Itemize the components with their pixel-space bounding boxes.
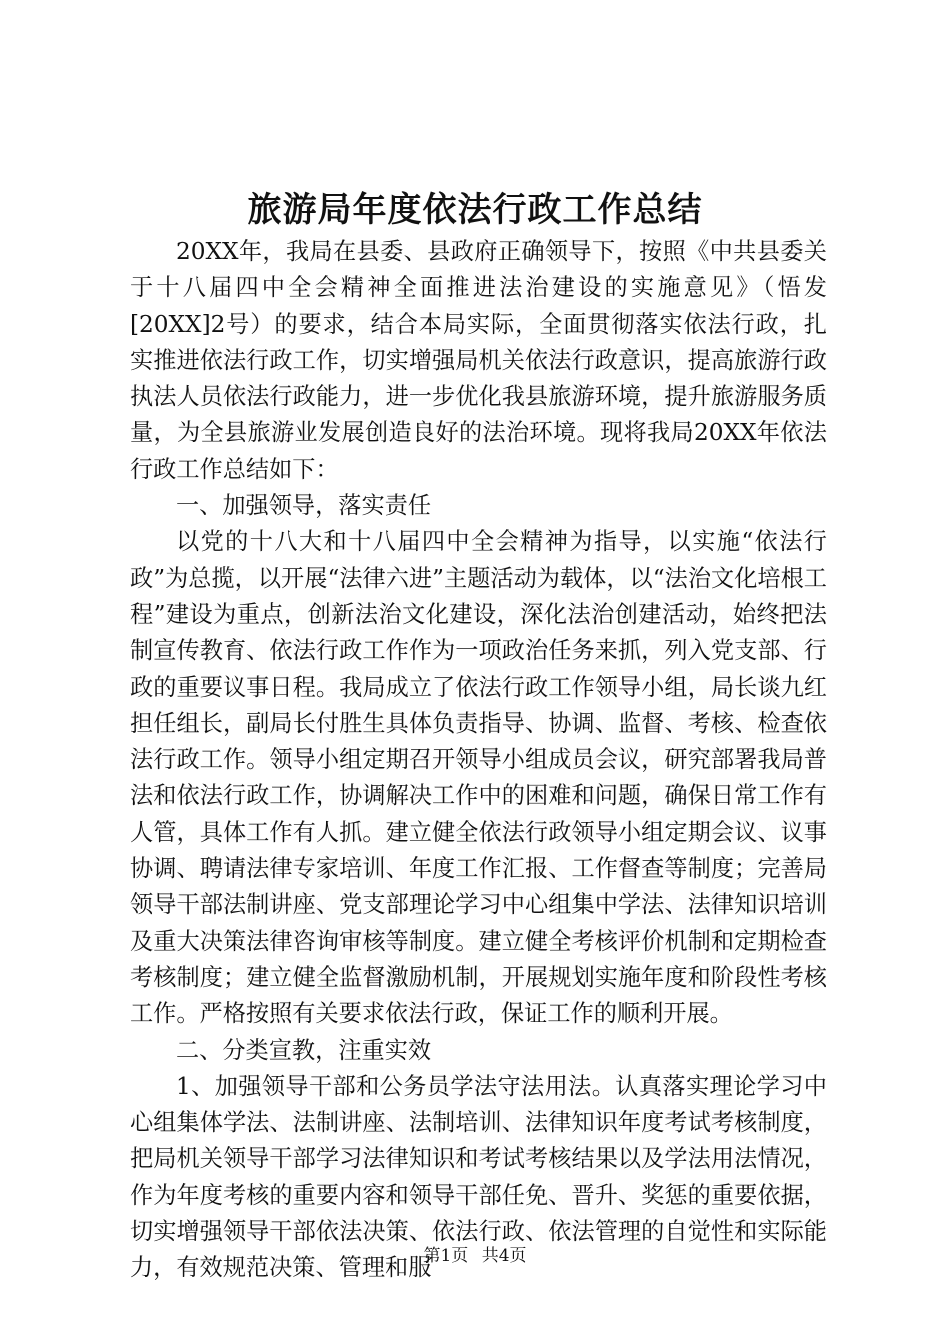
page-number: 第1页 <box>423 1246 469 1266</box>
section-2-paragraph: 1、加强领导干部和公务员学法守法用法。认真落实理论学习中心组集体学法、法制讲座、法制培训、法律知识年度考试考核制度，把局机关领导干部学习法律知识和考试考核结果以及学法用法情况，作为年度考核的重要内容和领导干部任免、晋升、奖惩的重要依据，切实增强领导干部依法决策、依法行政、依法管理的自觉性和实际能力，有效规范决策、管理和服 <box>130 1072 827 1282</box>
section-heading-2: 二、分类宣教，注重实效 <box>176 1036 432 1064</box>
section-heading-1: 一、加强领导，落实责任 <box>176 492 432 520</box>
page-footer <box>0 1244 950 1268</box>
page-total: 共4页 <box>481 1246 527 1266</box>
intro-paragraph: 20XX年，我局在县委、县政府正确领导下，按照《中共县委关于十八届四中全会精神全面推进法治建设的实施意见》（悟发[20XX]2号）的要求，结合本局实际，全面贯彻落实依法行政，扎实推进依法行政工作，切实增强局机关依法行政意识，提高旅游行政执法人员依法行政能力，进一步优化我县旅游环境，提升旅游服务质量，为全县旅游业发展创造良好的法治环境。现将我局20XX年依法行政工作总结如下： <box>130 238 827 483</box>
document-body <box>130 234 827 1287</box>
section-1-paragraph: 以党的十八大和十八届四中全会精神为指导，以实施“依法行政”为总揽，以开展“法律六进”主题活动为载体，以“法治文化培根工程”建设为重点，创新法治文化建设，深化法治创建活动，始终把法制宣传教育、依法行政工作作为一项政治任务来抓，列入党支部、行政的重要议事日程。我局成立了依法行政工作领导小组，局长谈九红担任组长，副局长付胜生具体负责指导、协调、监督、考核、检查依法行政工作。领导小组定期召开领导小组成员会议，研究部署我局普法和依法行政工作，协调解决工作中的困难和问题，确保日常工作有人管，具体工作有人抓。建立健全依法行政领导小组定期会议、议事协调、聘请法律专家培训、年度工作汇报、工作督查等制度；完善局领导干部法制讲座、党支部理论学习中心组集中学法、法律知识培训及重大决策法律咨询审核等制度。建立健全考核评价机制和定期检查考核制度；建立健全监督激励机制，开展规划实施年度和阶段性考核工作。严格按照有关要求依法行政，保证工作的顺利开展。 <box>130 528 827 1028</box>
document-title: 旅游局年度依法行政工作总结 <box>247 190 703 230</box>
